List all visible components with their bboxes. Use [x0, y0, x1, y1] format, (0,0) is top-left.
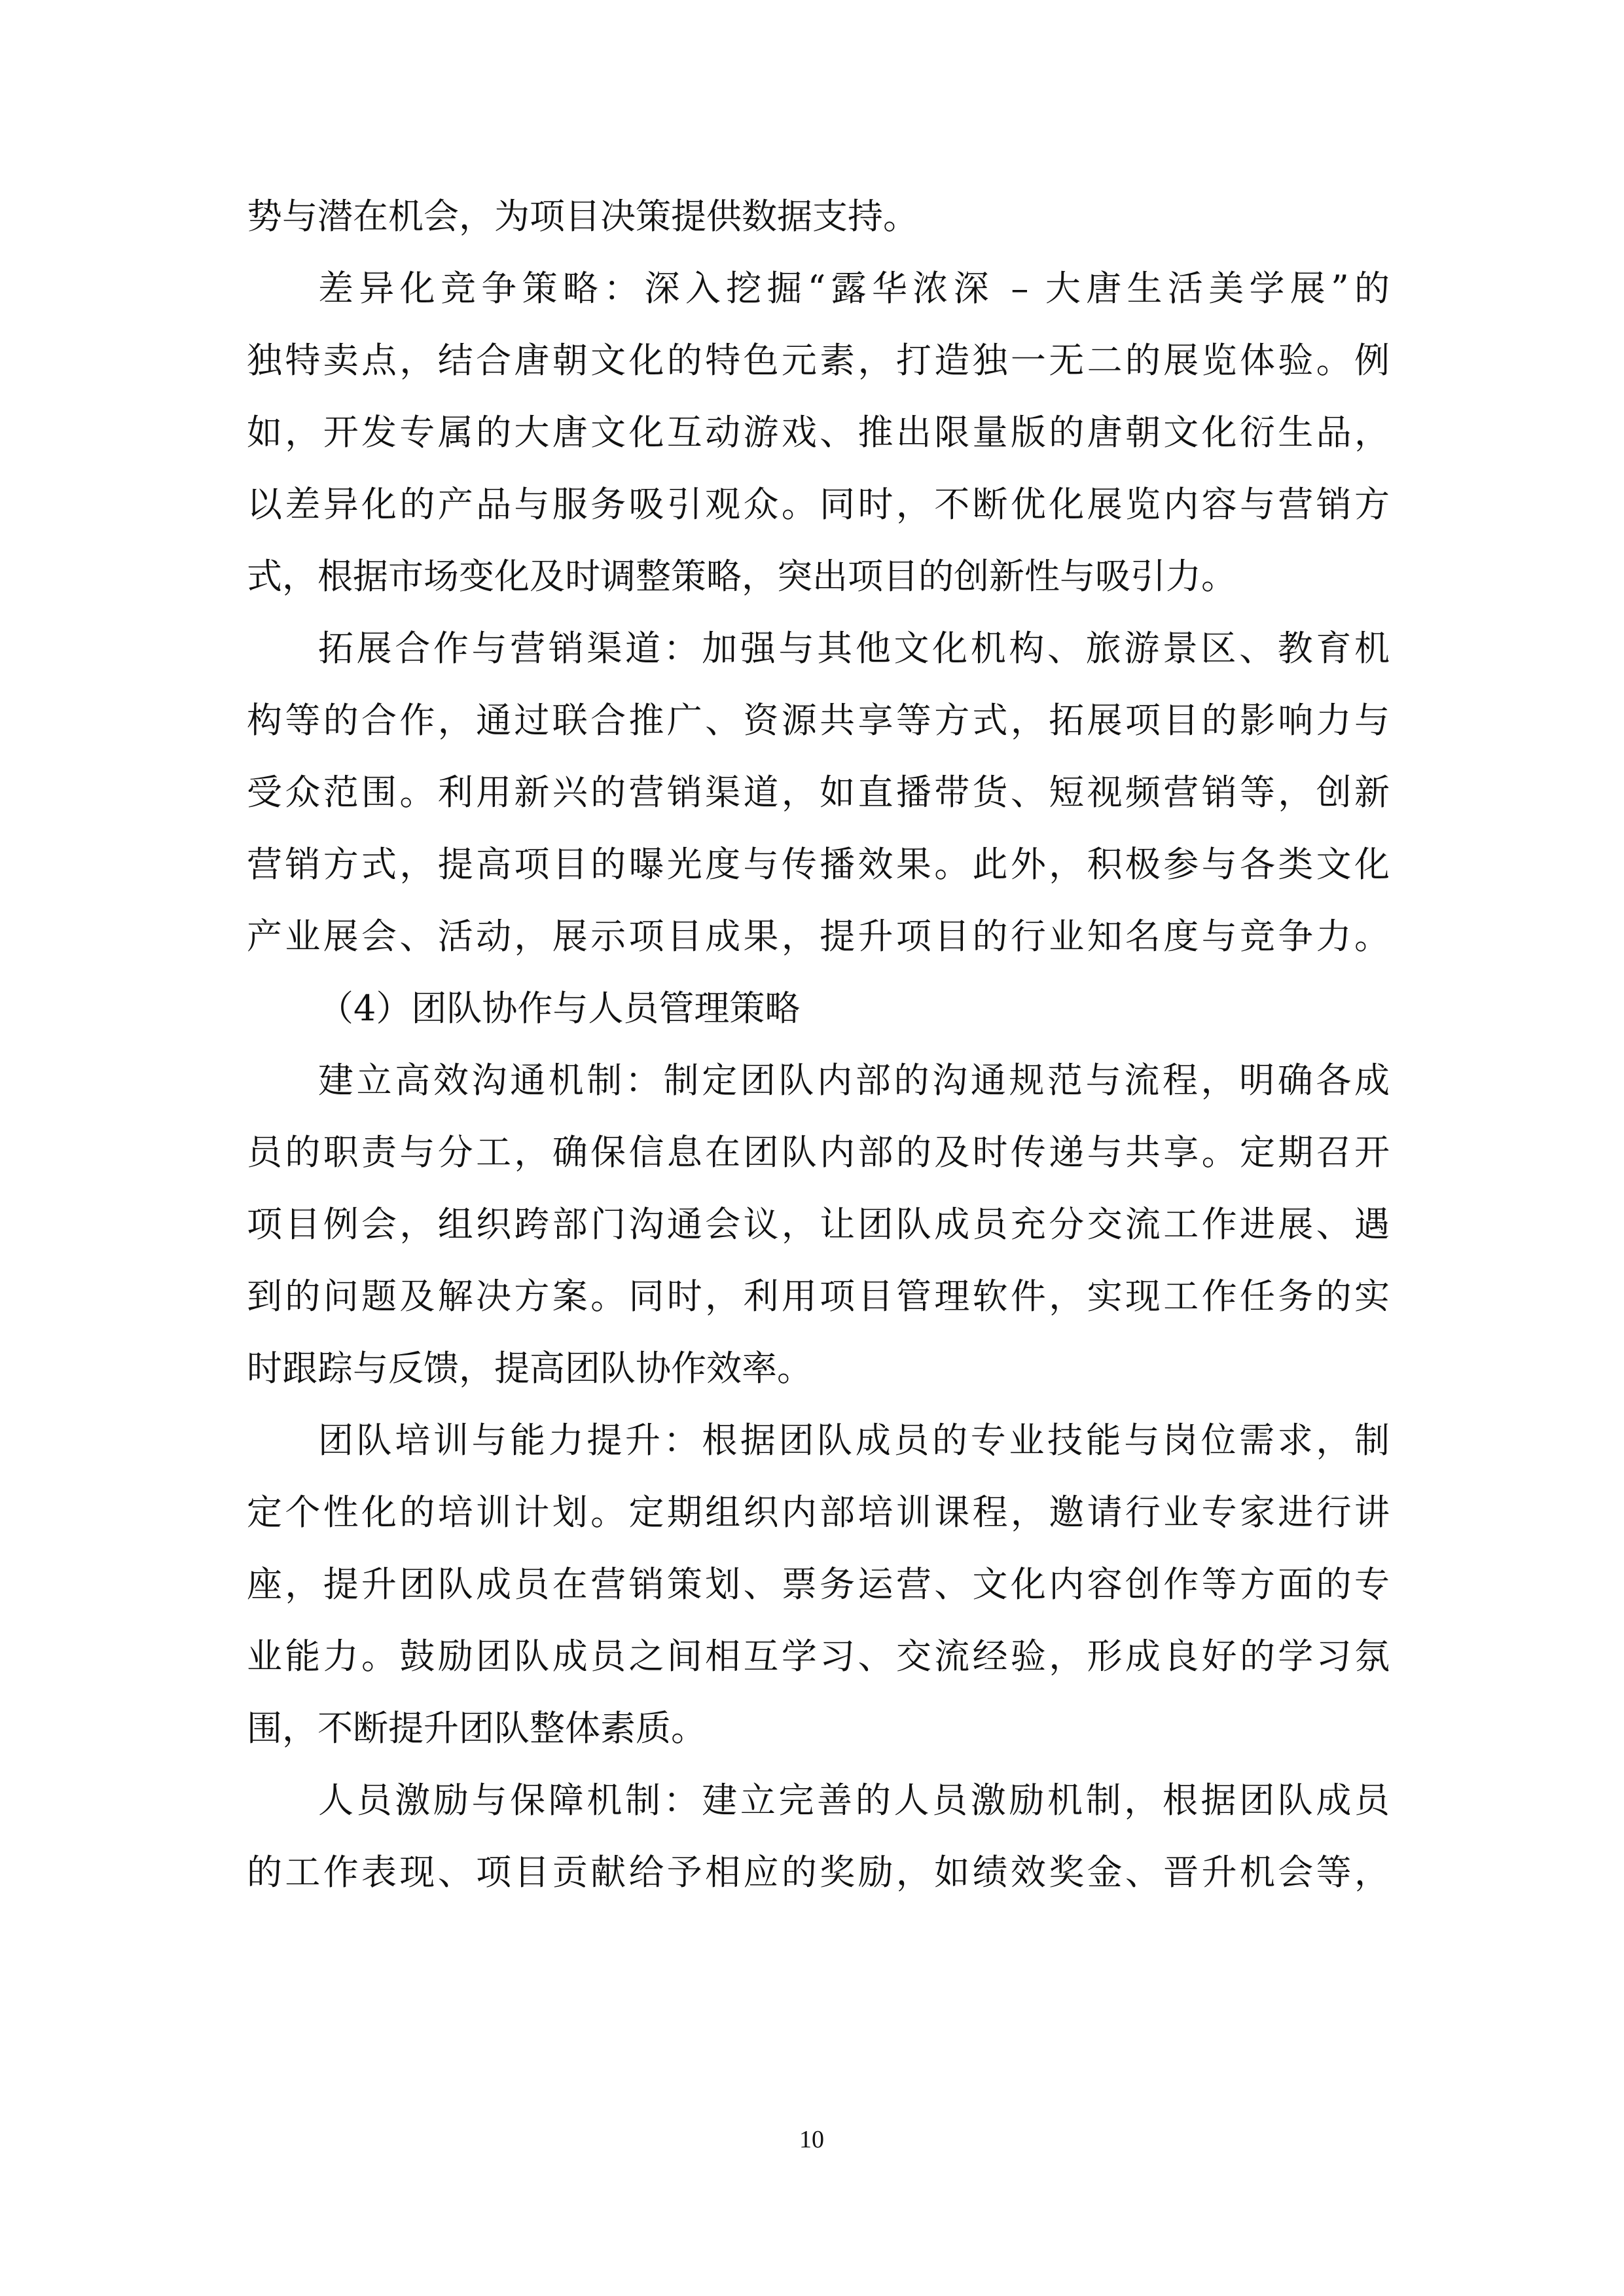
text-line: 项目例会，组织跨部门沟通会议，让团队成员充分交流工作进展、遇	[247, 1204, 1390, 1245]
text-line: 的工作表现、项目贡献给予相应的奖励，如绩效奖金、晋升机会等，	[247, 1852, 1390, 1893]
text-line: 以差异化的产品与服务吸引观众。同时，不断优化展览内容与营销方	[247, 484, 1390, 525]
text-line: 产业展会、活动，展示项目成果，提升项目的行业知名度与竞争力。	[247, 916, 1390, 957]
text-line: 团队培训与能力提升：根据团队成员的专业技能与岗位需求，制	[318, 1420, 1390, 1461]
text-line: 建立高效沟通机制：制定团队内部的沟通规范与流程，明确各成	[318, 1060, 1390, 1101]
section-heading: （4）团队协作与人员管理策略	[318, 988, 801, 1029]
text-line: 势与潜在机会，为项目决策提供数据支持。	[247, 196, 918, 237]
text-line: 人员激励与保障机制：建立完善的人员激励机制，根据团队成员	[318, 1780, 1390, 1821]
text-line: 定个性化的培训计划。定期组织内部培训课程，邀请行业专家进行讲	[247, 1492, 1390, 1533]
text-line: 如，开发专属的大唐文化互动游戏、推出限量版的唐朝文化衍生品，	[247, 412, 1390, 453]
text-line: 构等的合作，通过联合推广、资源共享等方式，拓展项目的影响力与	[247, 700, 1390, 741]
text-line: 受众范围。利用新兴的营销渠道，如直播带货、短视频营销等，创新	[247, 772, 1390, 813]
text-line: 员的职责与分工，确保信息在团队内部的及时传递与共享。定期召开	[247, 1132, 1390, 1173]
text-line: 座，提升团队成员在营销策划、票务运营、文化内容创作等方面的专	[247, 1564, 1390, 1605]
text-line: 式，根据市场变化及时调整策略，突出项目的创新性与吸引力。	[247, 556, 1236, 597]
text-line: 到的问题及解决方案。同时，利用项目管理软件，实现工作任务的实	[247, 1276, 1390, 1317]
text-line: 营销方式，提高项目的曝光度与传播效果。此外，积极参与各类文化	[247, 844, 1390, 885]
text-line: 拓展合作与营销渠道：加强与其他文化机构、旅游景区、教育机	[318, 628, 1390, 669]
text-line: 独特卖点，结合唐朝文化的特色元素，打造独一无二的展览体验。例	[247, 340, 1390, 381]
text-line: 业能力。鼓励团队成员之间相互学习、交流经验，形成良好的学习氛	[247, 1636, 1390, 1677]
page-number: 10	[799, 2126, 824, 2153]
text-line: 差异化竞争策略：深入挖掘“露华浓深 – 大唐生活美学展”的	[318, 268, 1390, 309]
text-line: 时跟踪与反馈，提高团队协作效率。	[247, 1348, 812, 1389]
text-line: 围，不断提升团队整体素质。	[247, 1708, 706, 1749]
